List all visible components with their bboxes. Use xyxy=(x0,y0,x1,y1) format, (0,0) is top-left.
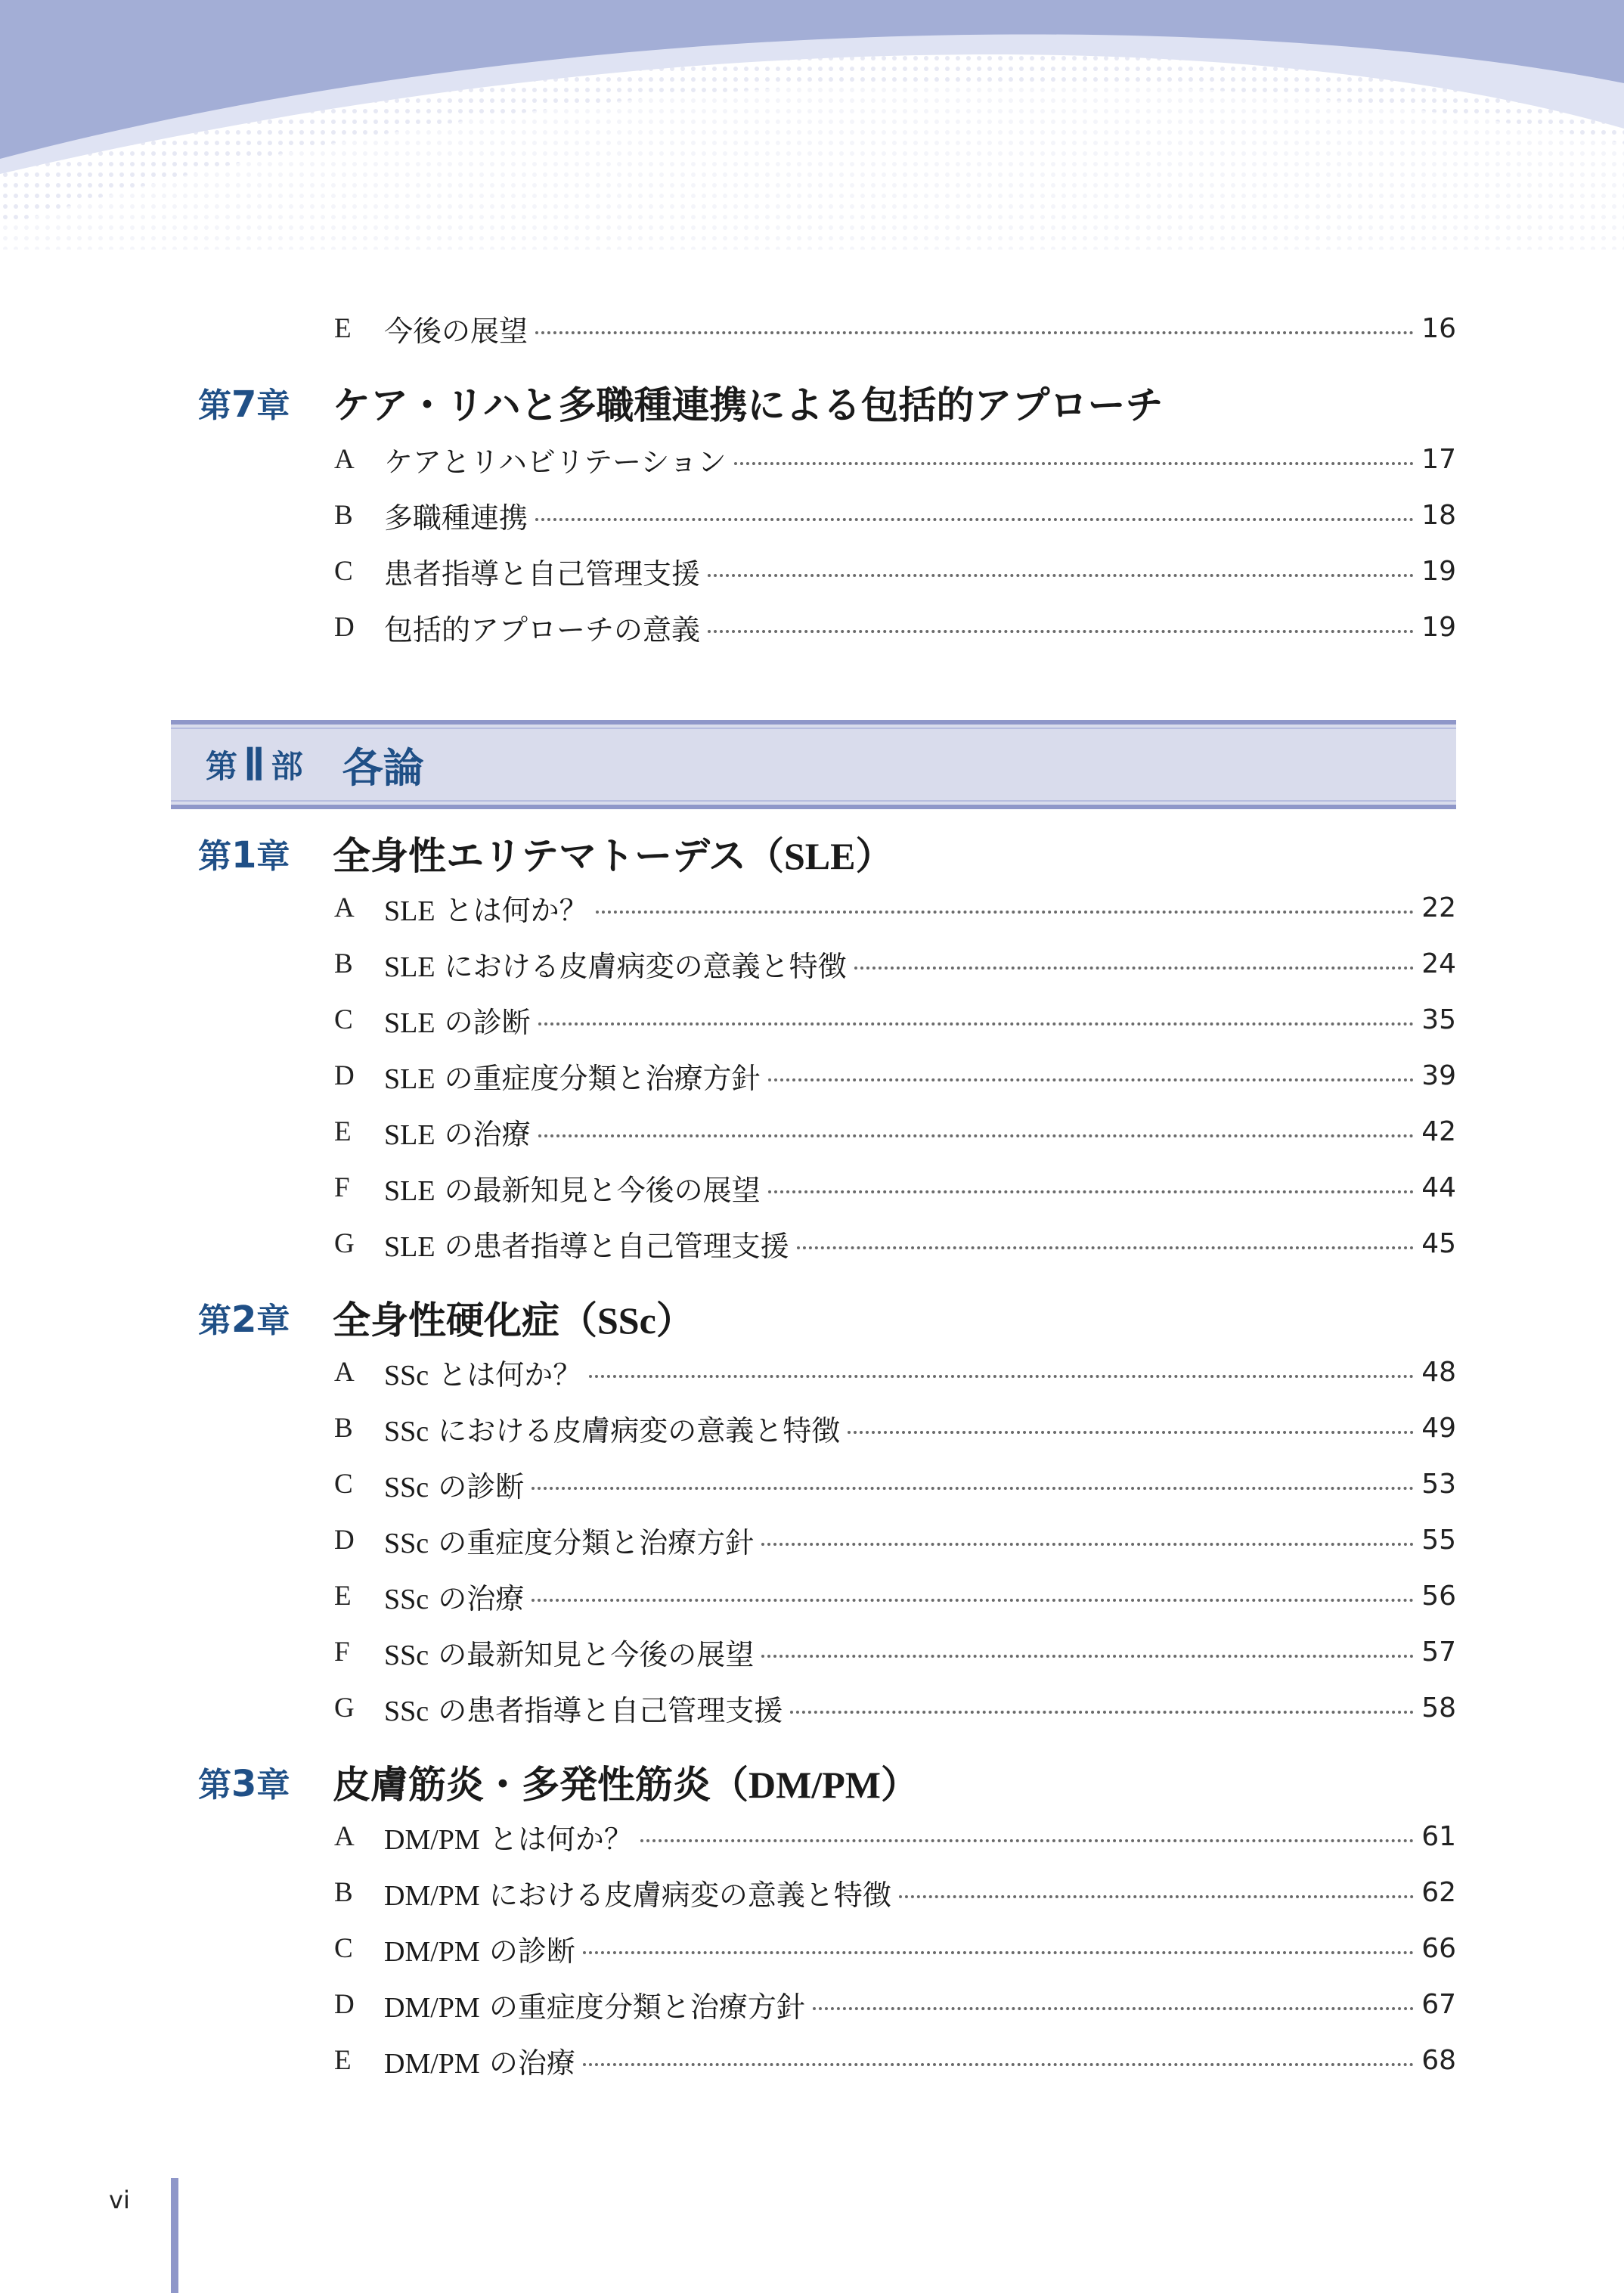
part-label xyxy=(206,738,424,791)
dot-leader xyxy=(761,1655,1414,1658)
toc-entry[interactable] xyxy=(334,1110,1456,1153)
entry-title: SSc の最新知見と今後の展望 xyxy=(384,1637,755,1671)
entry-page: 68 xyxy=(1421,2044,1456,2076)
toc-entry[interactable] xyxy=(334,1054,1456,1097)
entry-letter: D xyxy=(334,611,355,643)
header-decoration xyxy=(0,0,1624,250)
dot-leader xyxy=(854,967,1415,970)
chapter-number: 第2章 xyxy=(198,1299,290,1341)
entry-letter: E xyxy=(334,312,352,344)
chapter-title: 全身性硬化症（SSc） xyxy=(333,1299,694,1342)
entry-letter: C xyxy=(334,1932,353,1964)
entry-page: 61 xyxy=(1421,1820,1456,1852)
entry-page: 42 xyxy=(1421,1115,1456,1147)
entry-page: 24 xyxy=(1421,948,1456,979)
entry-page: 16 xyxy=(1421,312,1456,344)
entry-page: 18 xyxy=(1421,499,1456,531)
toc-entry[interactable] xyxy=(334,1166,1456,1209)
toc-entry[interactable] xyxy=(334,1575,1456,1617)
dot-leader xyxy=(538,1022,1415,1025)
entry-page: 19 xyxy=(1421,555,1456,587)
toc-entry[interactable] xyxy=(334,1686,1456,1729)
page-edge-rule xyxy=(171,2178,178,2293)
dot-leader xyxy=(640,1839,1414,1842)
dot-leader xyxy=(535,518,1414,521)
entry-title: DM/PM の治療 xyxy=(384,2046,575,2080)
entry-letter: F xyxy=(334,1171,350,1203)
entry-page: 55 xyxy=(1421,1524,1456,1556)
entry-title: SLE の最新知見と今後の展望 xyxy=(384,1173,761,1207)
entry-title: DM/PM とは何か？ xyxy=(384,1822,633,1856)
entry-letter: G xyxy=(334,1227,355,1259)
entry-page: 39 xyxy=(1421,1060,1456,1091)
toc-entry[interactable] xyxy=(334,998,1456,1041)
entry-letter: A xyxy=(334,443,355,475)
entry-letter: C xyxy=(334,1004,353,1035)
dot-leader xyxy=(583,1951,1414,1954)
chapter-title: ケア・リハと多職種連携による包括的アプローチ xyxy=(333,383,1164,427)
toc-entry[interactable] xyxy=(334,2039,1456,2081)
entry-page: 57 xyxy=(1421,1636,1456,1668)
dot-leader xyxy=(532,1487,1414,1490)
part-box-rule xyxy=(171,728,1456,729)
chapter-heading[interactable] xyxy=(198,827,894,880)
entry-letter: E xyxy=(334,1580,352,1612)
chapter-number: 第3章 xyxy=(198,1763,290,1805)
dot-leader xyxy=(768,1078,1415,1081)
toc-entry[interactable] xyxy=(334,942,1456,985)
toc-entry[interactable] xyxy=(334,1519,1456,1561)
entry-title: SSc における皮膚病変の意義と特徴 xyxy=(384,1413,841,1447)
toc-entry[interactable] xyxy=(334,1983,1456,2025)
part-numeral: Ⅱ xyxy=(243,740,265,790)
toc-entry[interactable] xyxy=(334,1631,1456,1673)
chapter-number: 第7章 xyxy=(198,383,290,426)
entry-page: 44 xyxy=(1421,1171,1456,1203)
entry-title: DM/PM の重症度分類と治療方針 xyxy=(384,1990,805,2024)
entry-page: 17 xyxy=(1421,443,1456,475)
entry-title: 患者指導と自己管理支援 xyxy=(384,557,701,591)
entry-letter: C xyxy=(334,555,353,587)
entry-page: 67 xyxy=(1421,1988,1456,2020)
chapter-heading[interactable] xyxy=(198,376,1164,429)
entry-letter: G xyxy=(334,1692,355,1724)
toc-entry[interactable] xyxy=(334,1927,1456,1969)
dot-leader xyxy=(899,1895,1414,1898)
entry-letter: A xyxy=(334,892,355,923)
toc-entry[interactable] xyxy=(334,1351,1456,1393)
toc-entry[interactable] xyxy=(334,1222,1456,1264)
entry-title: SLE の重症度分類と治療方針 xyxy=(384,1061,761,1095)
entry-title: SSc の治療 xyxy=(384,1581,525,1615)
entry-letter: B xyxy=(334,1412,353,1444)
toc-entry[interactable] xyxy=(334,606,1456,648)
dot-leader xyxy=(797,1246,1415,1249)
entry-page: 56 xyxy=(1421,1580,1456,1612)
entry-title: DM/PM の診断 xyxy=(384,1934,575,1968)
entry-title: SLE における皮膚病変の意義と特徴 xyxy=(384,949,847,983)
dot-leader xyxy=(790,1711,1414,1714)
chapter-heading[interactable] xyxy=(198,1291,694,1344)
entry-title: SSc の診断 xyxy=(384,1469,525,1503)
part-box-rule xyxy=(171,800,1456,802)
dot-leader xyxy=(708,574,1414,577)
toc-entry[interactable] xyxy=(334,494,1456,536)
dot-leader xyxy=(532,1599,1414,1602)
entry-letter: D xyxy=(334,1060,355,1091)
entry-title: ケアとリハビリテーション xyxy=(384,445,727,479)
dot-leader xyxy=(538,1134,1415,1137)
entry-letter: B xyxy=(334,1876,353,1908)
dot-leader xyxy=(596,911,1415,914)
entry-letter: A xyxy=(334,1820,355,1852)
entry-letter: F xyxy=(334,1636,350,1668)
entry-title: DM/PM における皮膚病変の意義と特徴 xyxy=(384,1878,891,1912)
dot-leader xyxy=(813,2007,1414,2010)
toc-entry[interactable] xyxy=(334,550,1456,592)
entry-title: 包括的アプローチの意義 xyxy=(384,613,701,647)
toc-entry[interactable] xyxy=(334,307,1456,349)
part-prefix: 第 xyxy=(206,748,238,785)
entry-title: 今後の展望 xyxy=(384,314,528,348)
entry-title: SLE の診断 xyxy=(384,1005,531,1039)
entry-page: 19 xyxy=(1421,611,1456,643)
toc-entry[interactable] xyxy=(334,1871,1456,1913)
toc-entry[interactable] xyxy=(334,438,1456,480)
dot-leader xyxy=(761,1543,1414,1546)
entry-page: 53 xyxy=(1421,1468,1456,1500)
part-suffix: 部 xyxy=(271,748,303,785)
entry-title: SLE の治療 xyxy=(384,1117,531,1151)
entry-title: SSc の患者指導と自己管理支援 xyxy=(384,1693,783,1727)
dot-leader xyxy=(583,2063,1414,2066)
entry-title: SSc とは何か？ xyxy=(384,1357,582,1392)
entry-letter: A xyxy=(334,1356,355,1388)
chapter-number: 第1章 xyxy=(198,834,290,877)
dot-leader xyxy=(708,630,1414,633)
entry-letter: D xyxy=(334,1988,355,2020)
dot-leader xyxy=(768,1190,1415,1193)
entry-letter: B xyxy=(334,499,353,531)
chapter-title: 皮膚筋炎・多発性筋炎（DM/PM） xyxy=(333,1763,919,1807)
entry-page: 45 xyxy=(1421,1227,1456,1259)
entry-letter: B xyxy=(334,948,353,979)
dot-leader xyxy=(848,1431,1414,1434)
part-heading-box[interactable] xyxy=(171,720,1456,809)
entry-title: SSc の重症度分類と治療方針 xyxy=(384,1525,755,1559)
entry-title: SLE とは何か？ xyxy=(384,893,588,927)
toc-entry[interactable] xyxy=(334,886,1456,929)
entry-page: 35 xyxy=(1421,1004,1456,1035)
page-number: vi xyxy=(109,2186,130,2214)
dot-leader xyxy=(734,462,1415,465)
entry-page: 49 xyxy=(1421,1412,1456,1444)
dot-leader xyxy=(535,331,1414,334)
chapter-heading[interactable] xyxy=(198,1755,919,1808)
entry-letter: D xyxy=(334,1524,355,1556)
entry-letter: E xyxy=(334,1115,352,1147)
entry-title: 多職種連携 xyxy=(384,501,528,535)
entry-letter: E xyxy=(334,2044,352,2076)
dot-leader xyxy=(589,1375,1414,1378)
entry-page: 48 xyxy=(1421,1356,1456,1388)
toc-entry[interactable] xyxy=(334,1407,1456,1449)
part-title: 各論 xyxy=(342,743,424,792)
entry-page: 58 xyxy=(1421,1692,1456,1724)
entry-page: 66 xyxy=(1421,1932,1456,1964)
entry-page: 22 xyxy=(1421,892,1456,923)
toc-entry[interactable] xyxy=(334,1463,1456,1505)
entry-page: 62 xyxy=(1421,1876,1456,1908)
toc-entry[interactable] xyxy=(334,1815,1456,1857)
chapter-title: 全身性エリテマトーデス（SLE） xyxy=(333,834,894,878)
entry-title: SLE の患者指導と自己管理支援 xyxy=(384,1229,789,1263)
entry-letter: C xyxy=(334,1468,353,1500)
